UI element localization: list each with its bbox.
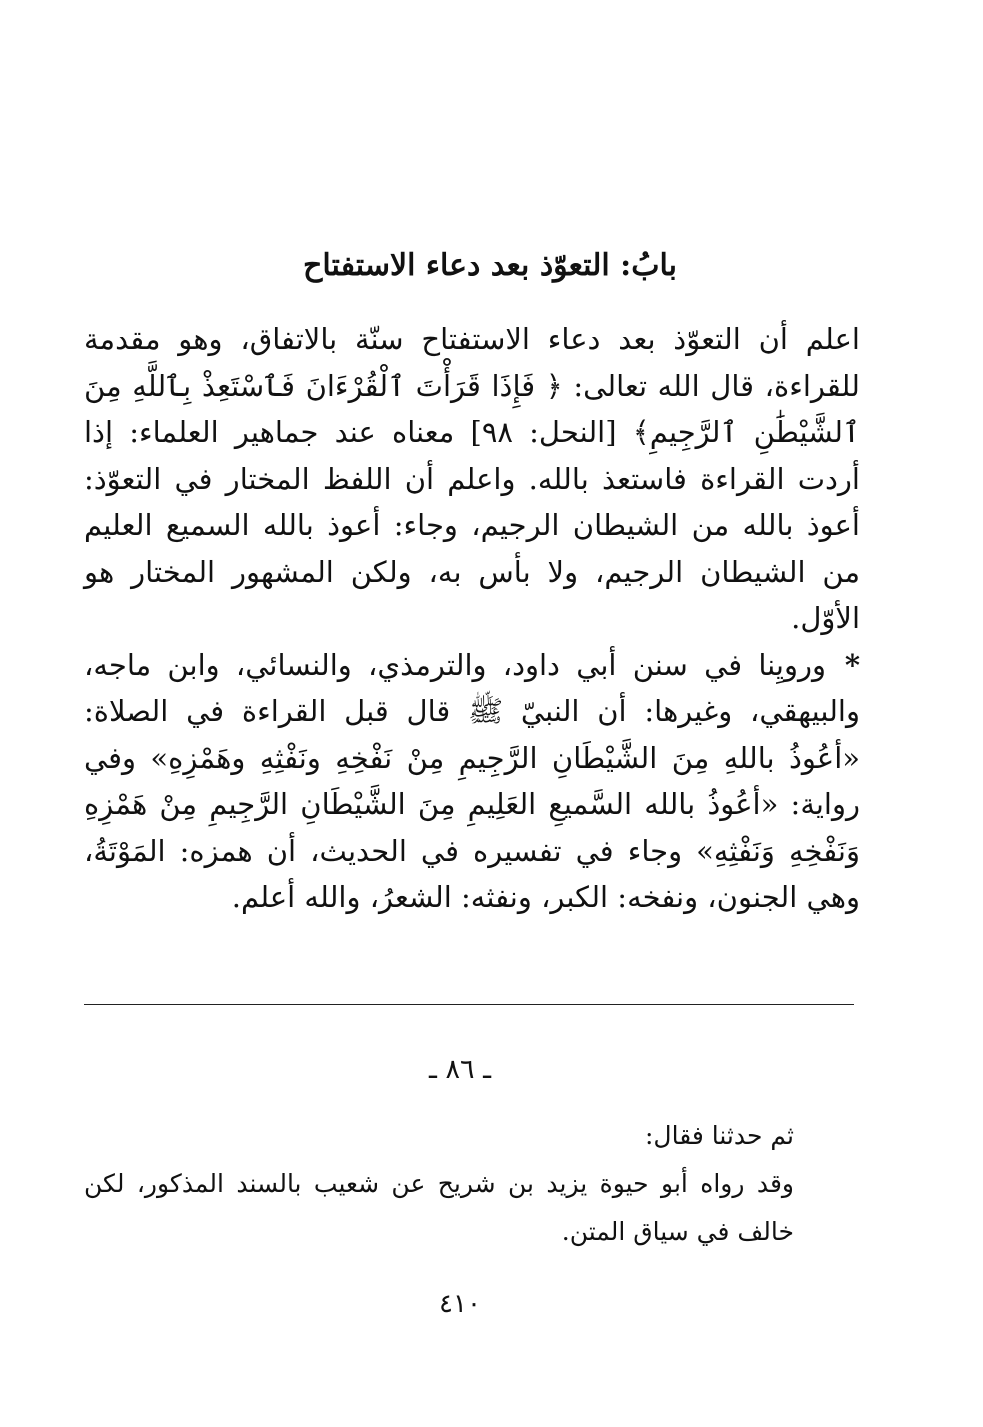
footnote-line-2: وقد رواه أبو حيوة يزيد بن شريح عن شعيب بالسند المذكور، لكن خالف في سياق المتن. (84, 1169, 794, 1246)
original-page-number: ـ ٨٦ ـ (428, 1054, 491, 1085)
footnote (84, 1112, 854, 1256)
hadith-text: ورويِنا في سنن أبي داود، والترمذي، والنسائي، وابن ماجه، والبيهقي، وغيرها: أن النبيّ ﷺ قال قبل القراءة في الصلاة: «أعُوذُ باللهِ مِنَ الشَّيْطَانِ الرَّجِيمِ مِنْ نَفْخِهِ ونَفْثِهِ وهَمْزِهِ» وفي رواية: «أعُوذُ بالله السَّميعِ العَلِيمِ مِنَ الشَّيْطَانِ الرَّجِيمِ مِنْ هَمْزِهِ وَنَفْخِهِ وَنَفْثِهِ» وجاء في تفسيره في الحديث، أن همزه: المَوْتَةُ، وهي الجنون، ونفخه: الكبر، ونفثه: الشعرُ، والله أعلم. (84, 647, 860, 914)
paragraph-isti-adha: اعلم أن التعوّذ بعد دعاء الاستفتاح سنّة بالاتفاق، وهو مقدمة للقراءة، قال الله تعالى: ﴿ فَإِذَا قَرَأْتَ ٱلْقُرْءَانَ فَٱسْتَعِذْ بِٱللَّهِ مِنَ ٱلشَّيْطَٰنِ ٱلرَّجِيمِ﴾ [النحل: ٩٨] معناه عند جماهير العلماء: إذا أردت القراءة فاستعذ بالله. واعلم أن اللفظ المختار في التعوّذ: أعوذ بالله من الشيطان الرجيم، وجاء: أعوذ بالله السميع العليم من الشيطان الرجيم، ولا بأس به، ولكن المشهور المختار هو الأوّل. (84, 322, 860, 635)
footnote-divider (84, 1004, 854, 1005)
paragraph-hadith (84, 642, 860, 921)
main-text (84, 316, 860, 921)
chapter-title: بابُ: التعوّذ بعد دعاء الاستفتاح (303, 248, 677, 283)
page-number: ٤١٠ (439, 1289, 481, 1319)
hadith-marker: * (844, 647, 860, 682)
footnote-line-1: ثم حدثنا فقال: (645, 1121, 794, 1150)
